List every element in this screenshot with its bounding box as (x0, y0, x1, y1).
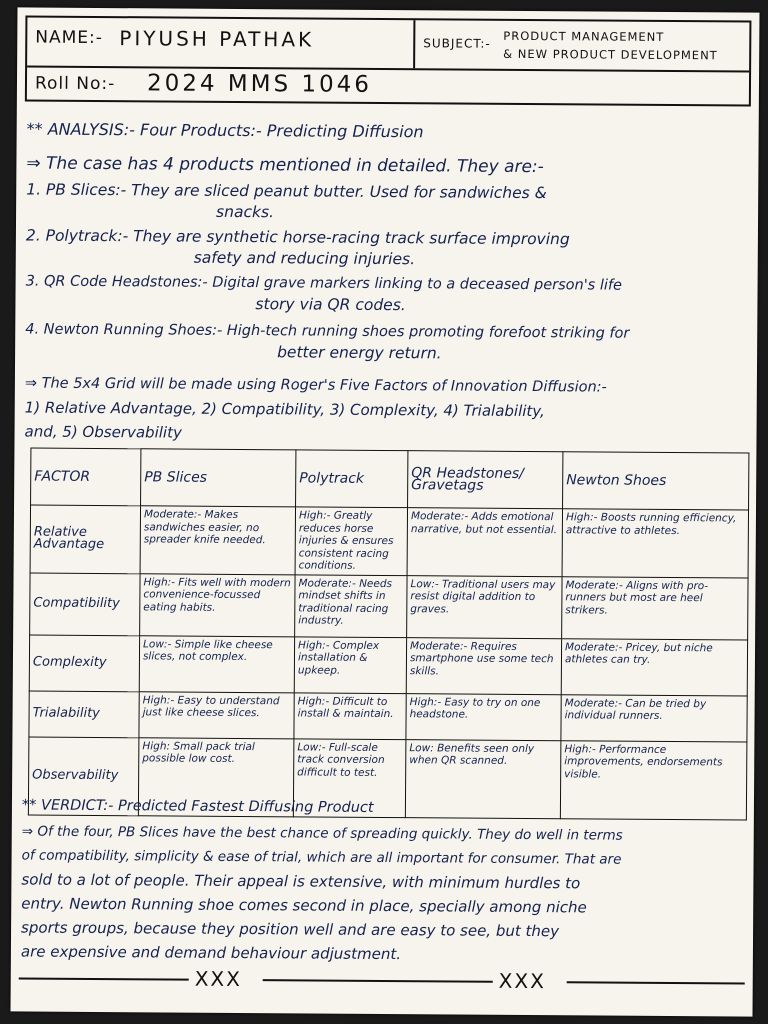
end-mark-right: XXX (498, 968, 546, 994)
verdict-line-4: entry. Newton Running shoe comes second in place, specially among niche (21, 894, 587, 917)
product-1-line-1: 1. PB Slices:- They are sliced peanut butter. Used for sandwiches & (26, 180, 547, 203)
table-cell: High: Small pack trial possible low cost. (138, 737, 294, 816)
product-1-line-2: snacks. (216, 202, 275, 222)
header-box (25, 15, 752, 106)
table-cell: High:- Fits well with modern convenience-focussed eating habits. (140, 573, 295, 636)
header-cell: Newton Shoes (563, 452, 749, 510)
diffusion-matrix (28, 448, 750, 821)
factor-cell: Observability (28, 737, 139, 816)
verdict-line-2: of compatibility, simplicity & ease of trial, which are all important for consumer. That are (21, 847, 622, 868)
subject-line-1: PRODUCT MANAGEMENT (503, 28, 665, 44)
grid-line-1: ⇒ The 5x4 Grid will be made using Roger's Five Factors of Innovation Diffusion:- (24, 375, 607, 396)
product-3-line-1: 3. QR Code Headstones:- Digital grave markers linking to a deceased person's life (25, 273, 623, 294)
factor-cell: Trialability (29, 691, 139, 738)
name-value: PIYUSH PATHAK (119, 26, 315, 52)
table-cell: Low:- Full-scale track conversion difficult to test. (293, 738, 406, 817)
verdict-line-5: sports groups, because they position well and are easy to see, but they (21, 918, 560, 941)
product-2-line-2: safety and reducing injuries. (193, 248, 416, 269)
product-2-line-1: 2. Polytrack:- They are synthetic horse-racing track surface improving (25, 226, 570, 249)
table-cell: Low:- Traditional users may resist digital addition to graves. (407, 575, 562, 638)
factor-cell: Complexity (29, 635, 139, 692)
verdict-line-1: ⇒ Of the four, PB Slices have the best chance of spreading quickly. They do well in terms (21, 823, 623, 844)
verdict-heading: ** VERDICT:- Predicted Fastest Diffusing Product (21, 797, 374, 816)
table-cell: Low: Benefits seen only when QR scanned. (405, 739, 561, 818)
product-4-line-1: 4. Newton Running Shoes:- High-tech running shoes promoting forefoot striking for (25, 321, 630, 342)
header-rule (27, 65, 749, 72)
grid-line-2: 1) Relative Advantage, 2) Compatibility, 3) Complexity, 4) Trialability, (24, 398, 545, 421)
end-rule-left (19, 977, 189, 980)
table-header-row (31, 448, 749, 510)
table-cell: High:- Complex installation & upkeep. (294, 636, 406, 693)
table-cell: Moderate:- Makes sandwiches easier, no spreader knife needed. (140, 506, 295, 575)
factor-cell: Relative Advantage (30, 505, 140, 573)
table-cell: Moderate:- Aligns with pro-runners but most are heel strikers. (562, 576, 748, 639)
table-cell: High:- Difficult to install & maintain. (294, 692, 406, 739)
header-cell: QR Headstones/ Gravetags (408, 451, 563, 509)
table-cell: High:- Boosts running efficiency, attractive to athletes. (562, 509, 748, 578)
name-label: NAME:- (35, 27, 103, 49)
product-4-line-2: better energy return. (277, 343, 442, 363)
table-cell: High:- Performance improvements, endorsements visible. (560, 740, 747, 819)
table-cell: Moderate:- Needs mindset shifts in traditional racing industry. (295, 574, 407, 637)
table-row (30, 573, 748, 640)
grid-line-3: and, 5) Observability (24, 422, 182, 442)
verdict-line-6: are expensive and demand behaviour adjustment. (20, 942, 402, 964)
table-cell: Moderate:- Can be tried by individual runners. (561, 694, 747, 741)
end-rule-right (567, 981, 745, 984)
subject-label: SUBJECT:- (423, 36, 491, 51)
product-3-line-2: story via QR codes. (255, 295, 406, 315)
table-row (29, 691, 747, 742)
table-cell: Moderate:- Pricey, but niche athletes can try. (561, 638, 747, 695)
header-divider (413, 20, 415, 68)
table-cell: High:- Greatly reduces horse injuries & ensures consistent racing conditions. (295, 507, 407, 575)
table-cell: High:- Easy to understand just like cheese slices. (139, 691, 294, 738)
verdict-line-3: sold to a lot of people. Their appeal is extensive, with minimum hurdles to (21, 870, 581, 893)
table-row (30, 505, 748, 578)
intro-line: ⇒ The case has 4 products mentioned in detailed. They are:- (26, 153, 544, 178)
analysis-heading: ** ANALYSIS:- Four Products:- Predicting Diffusion (26, 119, 424, 142)
table-cell: Low:- Simple like cheese slices, not complex. (139, 635, 294, 692)
end-mark-left: XXX (194, 966, 242, 992)
header-cell: FACTOR (31, 448, 141, 506)
subject-line-2: & NEW PRODUCT DEVELOPMENT (503, 46, 718, 63)
table-cell: Moderate:- Adds emotional narrative, but not essential. (407, 508, 562, 577)
table-cell: Moderate:- Requires smartphone use some tech skills. (406, 637, 561, 694)
header-cell: Polytrack (296, 450, 408, 508)
factor-cell: Compatibility (30, 573, 140, 636)
roll-value: 2024 MMS 1046 (146, 70, 373, 98)
header-cell: PB Slices (141, 449, 296, 507)
table-cell: High:- Easy to try on one headstone. (406, 693, 561, 740)
end-rule-middle (263, 979, 493, 983)
table-row (29, 635, 747, 696)
handwritten-sheet (11, 7, 760, 1016)
roll-label: Roll No:- (34, 73, 116, 95)
